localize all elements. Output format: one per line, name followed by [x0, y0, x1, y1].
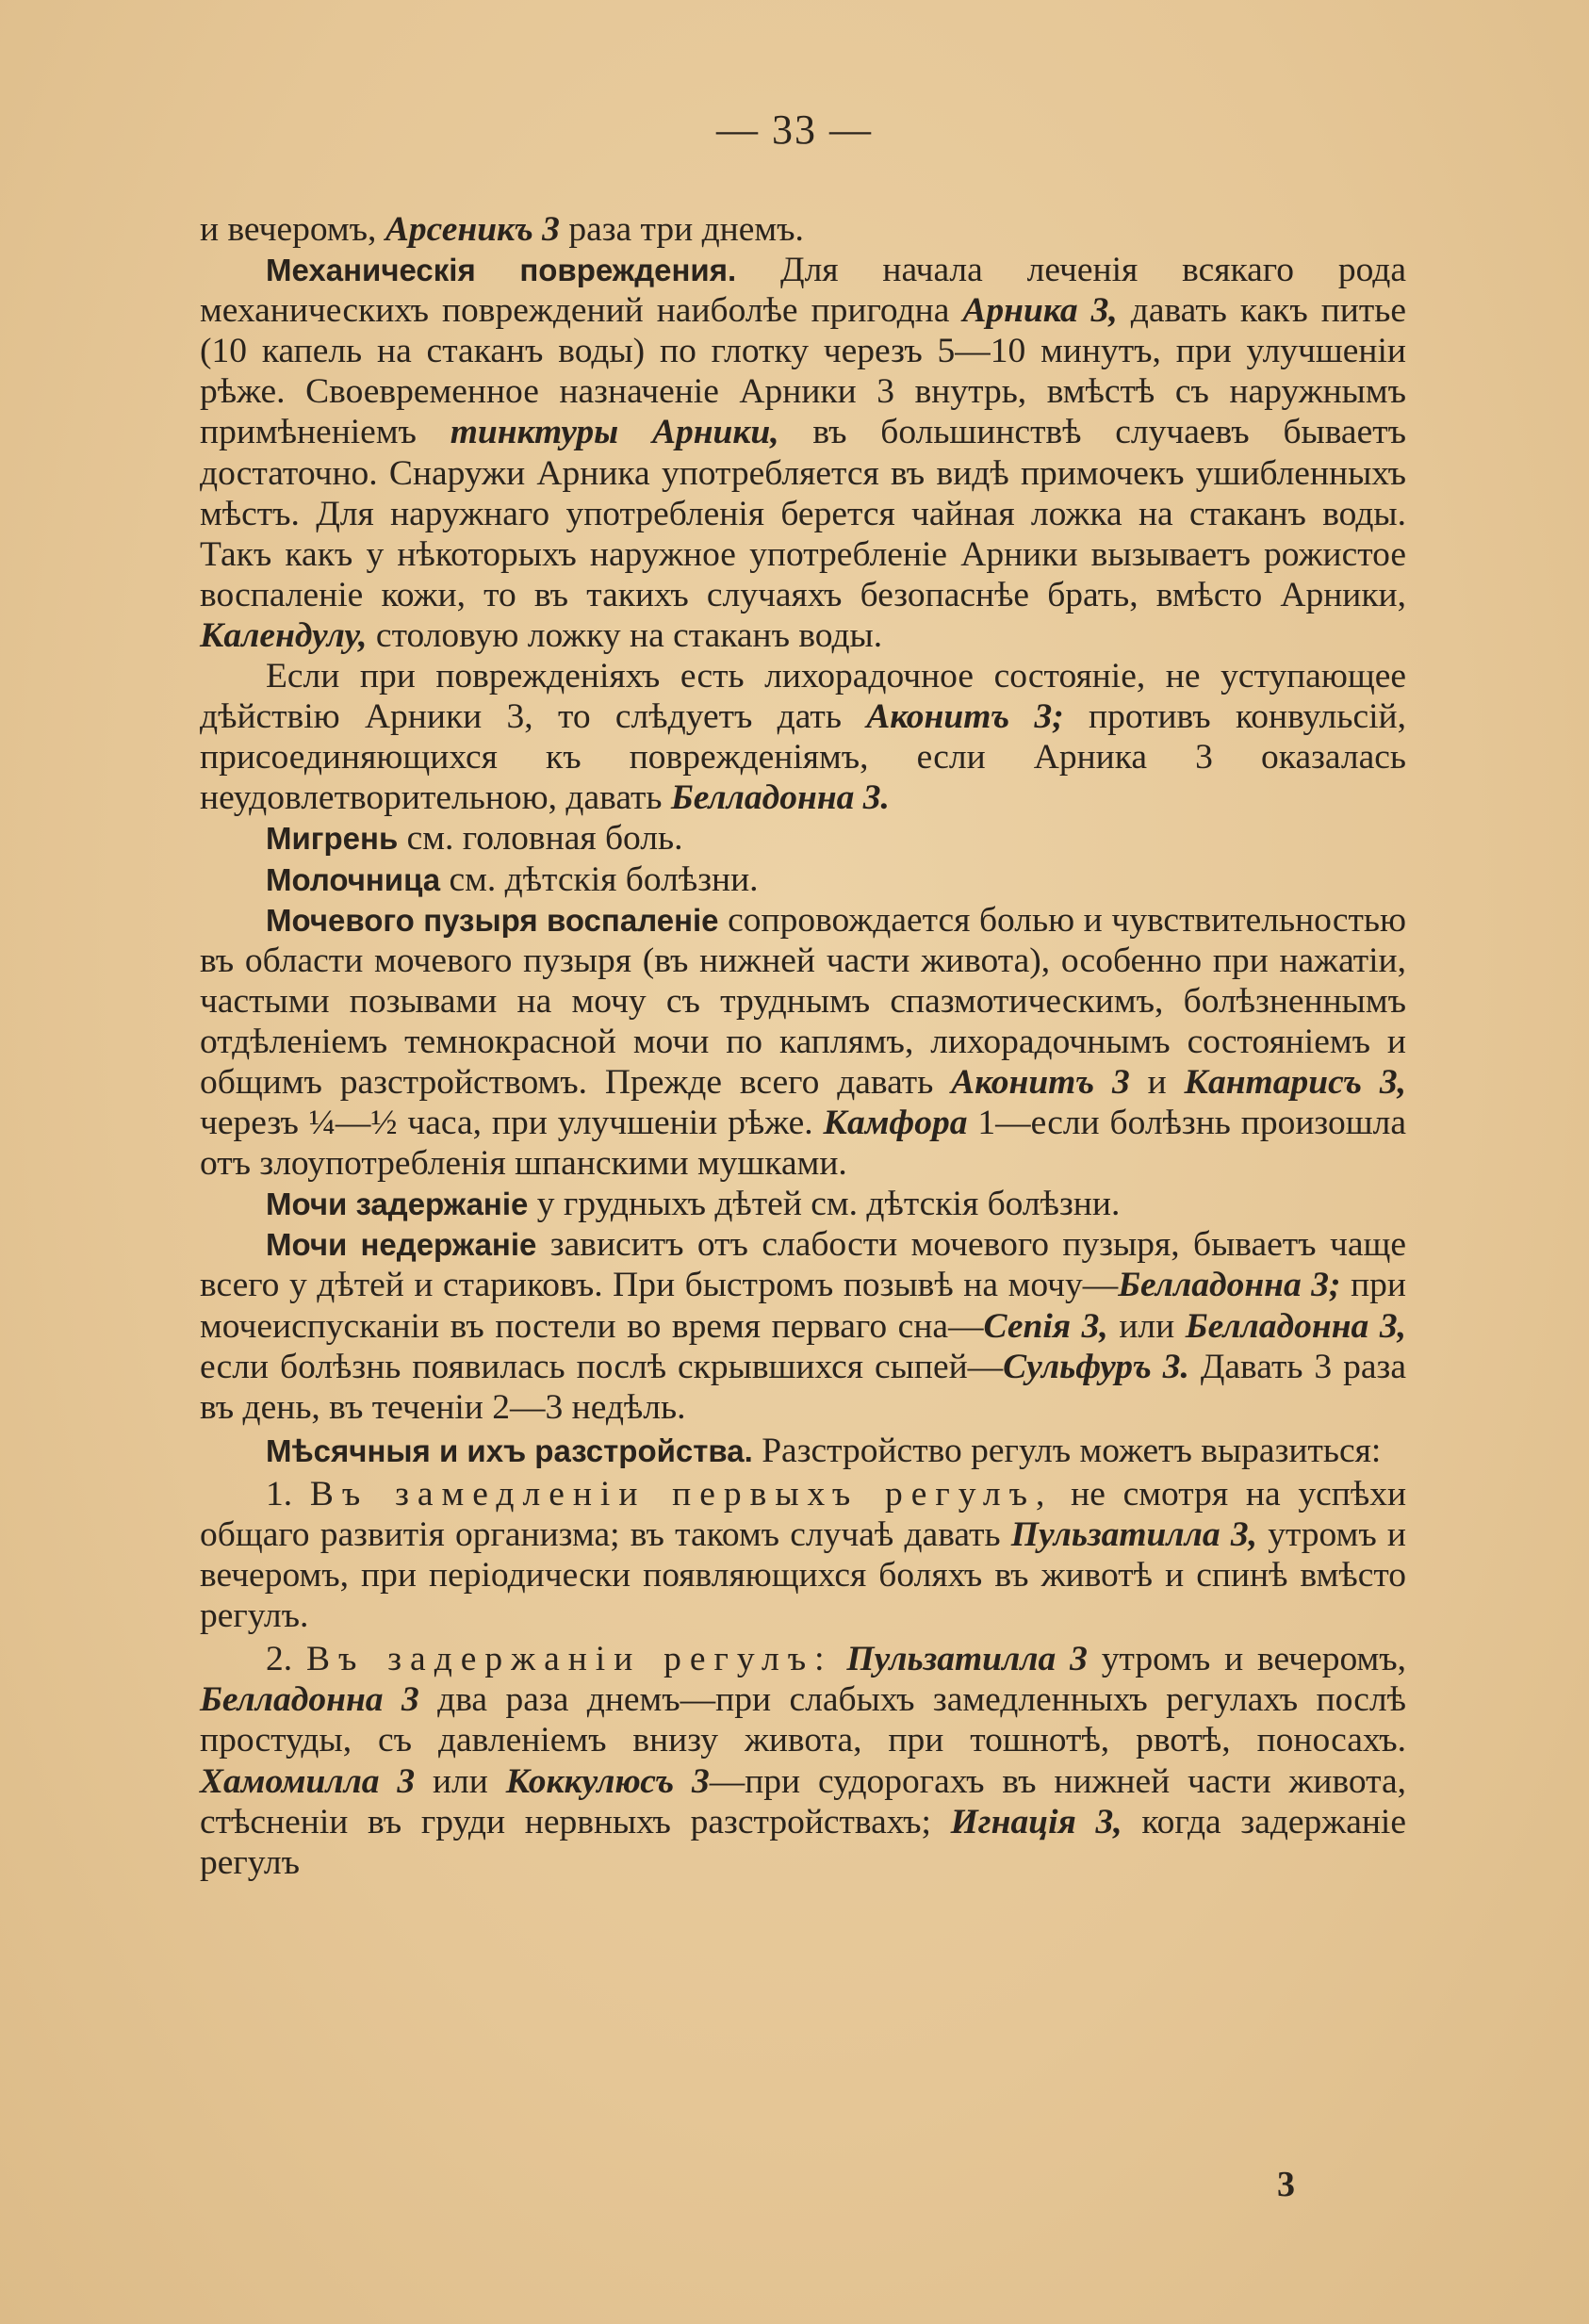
text-run: Если при поврежденіяхъ есть лихорадочное состояніе, не уступающее дѣйствію Арники 3, то слѣдуетъ дать: [200, 657, 1406, 737]
paragraph-thrush: [200, 859, 1406, 900]
remedy-name: Белладонна 3: [200, 1680, 419, 1720]
entry-heading: Мѣсячныя и ихъ разстройства.: [266, 1432, 753, 1468]
paragraph-urine-retention: [200, 1184, 1406, 1224]
remedy-name: Сульфуръ 3.: [1003, 1347, 1189, 1386]
paragraph-arsenic: [200, 209, 1406, 250]
paragraph-menses-retention: [200, 1639, 1406, 1883]
remedy-name: Пульзатилла 3: [846, 1640, 1088, 1679]
remedy-name: Арсеникъ 3: [385, 210, 560, 249]
entry-heading: Мочи недержаніе: [266, 1227, 537, 1263]
remedy-name: Белладонна 3;: [1118, 1266, 1341, 1305]
paragraph-incontinence: [200, 1224, 1406, 1427]
text-run: у грудныхъ дѣтей см. дѣтскія болѣзни.: [528, 1185, 1121, 1224]
entry-heading: Мочи задержаніе: [266, 1187, 529, 1222]
paragraph-mechanical-injuries: [200, 250, 1406, 656]
list-number: 1.: [266, 1474, 310, 1514]
paragraph-migraine: [200, 818, 1406, 859]
page-text: [200, 209, 1406, 1883]
entry-heading: Мигрень: [266, 821, 399, 857]
text-run: 1—если болѣзнь произошла отъ злоупотребленія шпанскими мушками.: [200, 1104, 1406, 1184]
remedy-name: Пульзатилла 3,: [1010, 1515, 1257, 1554]
remedy-name: Аконитъ 3: [951, 1062, 1130, 1102]
text-run: Разстройство регулъ можетъ выразиться:: [752, 1431, 1382, 1470]
signature-mark: 3: [1277, 2165, 1295, 2204]
text-run: утромъ и вечеромъ, при періодически появляющихся боляхъ въ животѣ и спинѣ вмѣсто регулъ.: [200, 1515, 1406, 1636]
text-run: Давать 3 раза въ день, въ теченіи 2—3 недѣль.: [200, 1347, 1406, 1427]
text-run: Для начала леченія всякаго рода механическихъ повреждений наиболѣе пригодна: [200, 251, 1406, 331]
paragraph-bladder-inflammation: [200, 900, 1406, 1185]
spaced-subheading: Въ замедленіи первыхъ регулъ,: [309, 1474, 1054, 1514]
text-run: раза три днемъ.: [559, 210, 804, 249]
remedy-name: Арника 3,: [962, 291, 1118, 331]
paragraph-delayed-menses: [200, 1474, 1406, 1636]
remedy-name: Белладонна 3.: [670, 778, 890, 818]
text-run: противъ конвульсій, присоединяющихся къ поврежденіямъ, если Арника 3 оказалась неудовлетворительною, давать: [200, 697, 1406, 818]
text-run: и вечеромъ,: [200, 210, 385, 249]
text-run: черезъ ¼—½ часа, при улучшеніи рѣже.: [200, 1104, 824, 1143]
remedy-name: Хамомилла 3: [200, 1761, 416, 1801]
text-run: давать какъ питье (10 капель на стаканъ воды) по глотку черезъ 5—10 минутъ, при улучшеніи рѣже. Своевременное назначеніе Арники 3 внутрь, вмѣстѣ съ наружнымъ примѣненіемъ: [200, 291, 1407, 452]
spaced-subheading: Въ задержаніи регулъ:: [305, 1640, 833, 1679]
text-run: когда задержаніе регулъ: [200, 1802, 1406, 1882]
text-run: при мочеиспусканіи въ постели во время перваго сна—: [200, 1266, 1406, 1346]
text-run: см. дѣтскія болѣзни.: [440, 859, 759, 899]
text-run: —при судорогахъ въ нижней части живота, стѣсненіи въ груди нервныхъ разстройствахъ;: [200, 1761, 1407, 1841]
text-run: не смотря на успѣхи общаго развитія организма; въ такомъ случаѣ давать: [200, 1474, 1407, 1554]
remedy-name: Белладонна 3,: [1185, 1306, 1406, 1346]
text-run: два раза днемъ—при слабыхъ замедленныхъ регулахъ послѣ простуды, съ давленіемъ внизу живота, при тошнотѣ, рвотѣ, поносахъ.: [200, 1680, 1406, 1760]
paragraph-fever-injuries: [200, 656, 1406, 818]
entry-heading: Молочница: [266, 861, 441, 897]
entry-heading: Механическія повреждения.: [266, 253, 737, 288]
text-run: или: [415, 1761, 506, 1801]
remedy-name: Кантарисъ 3,: [1184, 1062, 1406, 1102]
text-run: [833, 1640, 847, 1678]
text-run: см. головная боль.: [398, 819, 683, 859]
page-number: — 33 —: [716, 106, 873, 153]
text-run: и: [1129, 1062, 1185, 1102]
text-run: въ большинствѣ случаевъ бываетъ достаточно. Снаружи Арника употребляется въ видѣ примочекъ ушибленныхъ мѣстъ. Для наружнаго употребленія берется чайная ложка на стаканъ воды. Такъ какъ у нѣкоторыхъ наружное употребленіе Арники вызываетъ рожистое воспаленіе кожи, то въ такихъ случаяхъ безопаснѣе брать, вмѣсто Арники,: [200, 413, 1406, 614]
remedy-name: Сепія 3,: [983, 1306, 1108, 1346]
entry-heading: Мочевого пузыря воспаленіе: [266, 902, 719, 938]
text-run: если болѣзнь появилась послѣ скрывшихся сыпей—: [200, 1347, 1004, 1386]
text-run: зависитъ отъ слабости мочевого пузыря, бываетъ чаще всего у дѣтей и стариковъ. При быстромъ позывѣ на мочу—: [200, 1225, 1406, 1305]
remedy-name: Аконитъ 3;: [866, 697, 1064, 737]
remedy-name: Камфора: [823, 1104, 968, 1143]
remedy-name: Календулу,: [200, 615, 368, 655]
text-run: или: [1107, 1306, 1186, 1346]
list-number: 2.: [266, 1640, 306, 1679]
remedy-name: Коккулюсъ 3: [505, 1761, 710, 1801]
remedy-name: тинктуры Арники,: [450, 413, 779, 452]
paragraph-menstruation: [200, 1431, 1406, 1471]
text-run: столовую ложку на стаканъ воды.: [367, 615, 883, 655]
text-run: сопровождается болью и чувствительностью въ области мочевого пузыря (въ нижней части живота), особенно при нажатіи, частыми позывами на мочу съ труднымъ спазмотическимъ, болѣзненнымъ отдѣленіемъ темнокрасной мочи по каплямъ, лихорадочнымъ состояніемъ и общимъ разстройствомъ. Прежде всего давать: [200, 900, 1406, 1102]
remedy-name: Игнація 3,: [950, 1802, 1122, 1841]
text-run: утромъ и вечеромъ,: [1087, 1640, 1406, 1679]
